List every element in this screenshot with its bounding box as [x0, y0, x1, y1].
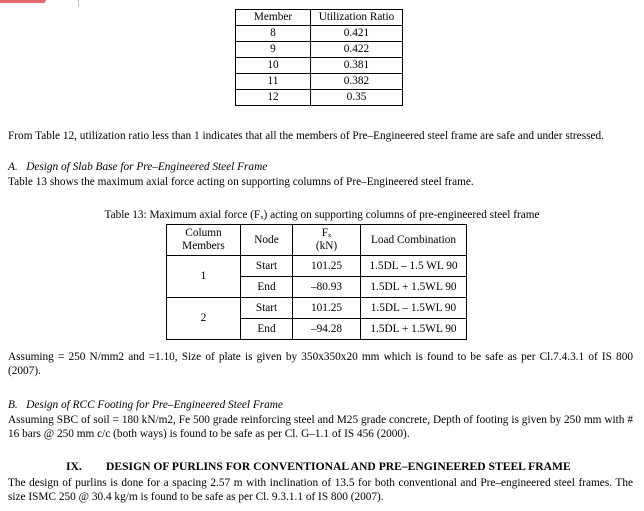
table-13 — [166, 224, 467, 340]
cell-combo: 1.5DL + 1.5WL 90 — [361, 277, 467, 298]
cell-member: 2 — [167, 298, 241, 340]
header-member: Member — [236, 10, 311, 26]
paragraph-table12-conclusion: From Table 12, utilization ratio less than 1 indicates that all the members of Pre–Engineered steel frame are safe and under stressed. — [8, 130, 604, 142]
cell-member: 10 — [236, 58, 311, 74]
section-ix-text: The design of purlins is done for a spacing 2.57 m with inclination of 13.5 for both conventional and Pre–engineered steel frames. The size ISMC 250 @ 30.4 kg/m is found to be safe as per Cl. 9.3.1.1 of IS 800 (2007). — [8, 477, 633, 503]
table-row — [236, 42, 403, 58]
cell-node: End — [241, 319, 293, 340]
decorative-rule — [78, 0, 79, 6]
table-row — [236, 90, 403, 106]
table-header-row — [167, 225, 467, 256]
table-header-row — [236, 10, 403, 26]
cell-member: 11 — [236, 74, 311, 90]
cell-fx: 101.25 — [293, 256, 361, 277]
header-node: Node — [241, 225, 293, 256]
table-13-caption: Table 13: Maximum axial force (Fₓ) acting on supporting columns of pre-engineered steel frame — [104, 209, 540, 221]
header-column-members: Column Members — [167, 225, 241, 256]
table-row — [236, 26, 403, 42]
header-load-combination: Load Combination — [361, 225, 467, 256]
cell-combo: 1.5DL – 1.5WL 90 — [361, 298, 467, 319]
section-a-heading: A. Design of Slab Base for Pre–Engineered Steel Frame — [8, 161, 268, 173]
paragraph-plate-size: Assuming = 250 N/mm2 and =1.10, Size of plate is given by 350x350x20 mm which is found to be safe as per Cl.7.4.3.1 of IS 800 (2007). — [8, 351, 633, 377]
cell-member: 9 — [236, 42, 311, 58]
table-row — [236, 58, 403, 74]
section-b-heading: B. Design of RCC Footing for Pre–Engineered Steel Frame — [8, 399, 283, 411]
cell-ratio: 0.422 — [311, 42, 403, 58]
cell-member: 8 — [236, 26, 311, 42]
cell-node: End — [241, 277, 293, 298]
cell-fx: –94.28 — [293, 319, 361, 340]
header-fx-unit: (kN) — [315, 240, 338, 252]
cell-ratio: 0.35 — [311, 90, 403, 106]
cell-ratio: 0.382 — [311, 74, 403, 90]
section-ix-heading — [66, 460, 571, 474]
table-12 — [235, 9, 403, 106]
cell-ratio: 0.421 — [311, 26, 403, 42]
header-utilization-ratio: Utilization Ratio — [311, 10, 403, 26]
header-fx — [293, 225, 361, 256]
section-ix-number: IX. — [66, 460, 82, 473]
section-ix-title: DESIGN OF PURLINS FOR CONVENTIONAL AND PRE–ENGINEERED STEEL FRAME — [106, 460, 571, 473]
cell-combo: 1.5DL – 1.5 WL 90 — [361, 256, 467, 277]
table-row — [167, 298, 467, 319]
cell-fx: 101.25 — [293, 298, 361, 319]
table-row — [236, 74, 403, 90]
header-fx-symbol: Fₓ — [321, 227, 332, 239]
cell-member: 1 — [167, 256, 241, 298]
decorative-mark — [0, 0, 46, 3]
table-row — [167, 256, 467, 277]
cell-node: Start — [241, 256, 293, 277]
cell-combo: 1.5DL + 1.5WL 90 — [361, 319, 467, 340]
cell-node: Start — [241, 298, 293, 319]
cell-ratio: 0.381 — [311, 58, 403, 74]
section-a-text: Table 13 shows the maximum axial force acting on supporting columns of Pre–Engineered steel frame. — [8, 176, 474, 188]
cell-member: 12 — [236, 90, 311, 106]
cell-fx: –80.93 — [293, 277, 361, 298]
section-b-text: Assuming SBC of soil = 180 kN/m2, Fe 500 grade reinforcing steel and M25 grade concrete, Depth of footing is given by 250 mm with # 16 bars @ 250 mm c/c (both ways) is found to be safe as per Cl. G–1.1 of IS 456 (2000). — [8, 414, 633, 440]
